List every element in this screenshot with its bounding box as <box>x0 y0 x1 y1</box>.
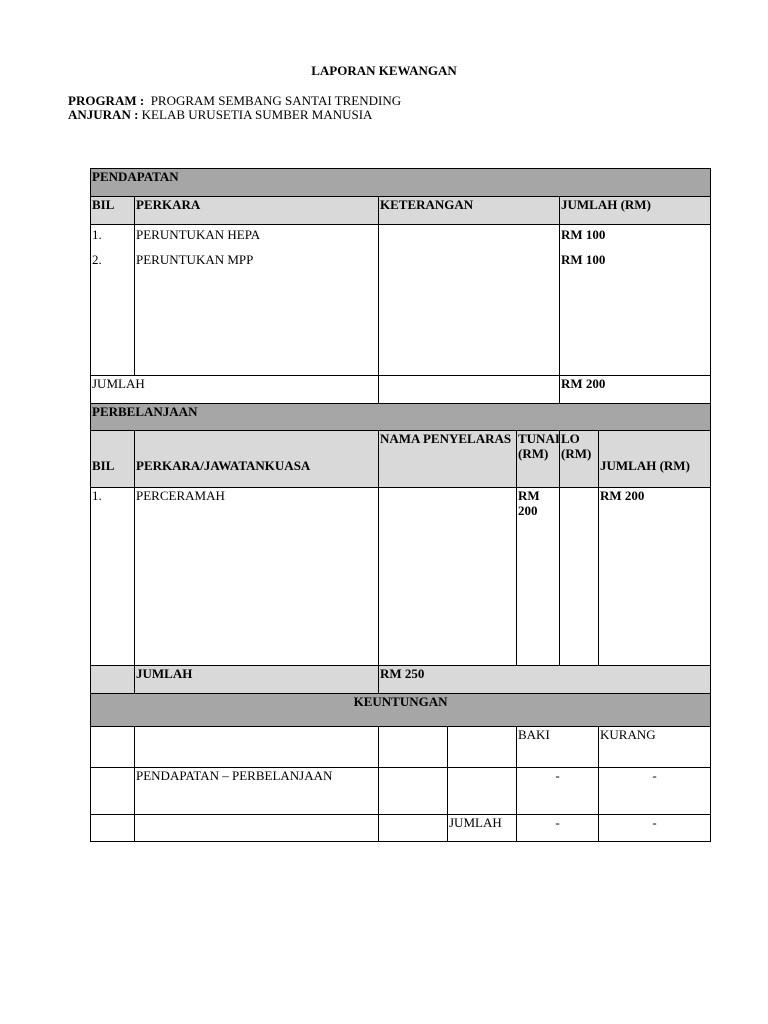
pendapatan-total-keterangan <box>379 376 560 404</box>
pendapatan-section-title: PENDAPATAN <box>91 169 711 197</box>
perbelanjaan-section-title: PERBELANJAAN <box>91 404 711 431</box>
program-line <box>68 93 401 108</box>
pendapatan-header-row <box>91 197 711 225</box>
pendapatan-header-bil: BIL <box>91 197 135 225</box>
keuntungan-row-kurang: - <box>599 768 711 815</box>
perbelanjaan-header-perkara: PERKARA/JAWATANKUASA <box>135 431 379 488</box>
keuntungan-row-baki: - <box>517 768 599 815</box>
table-row: PERUNTUKAN MPP <box>136 252 254 267</box>
keuntungan-cell <box>91 727 135 768</box>
perbelanjaan-header-jumlah: JUMLAH (RM) <box>599 431 711 488</box>
program-label: PROGRAM : <box>68 93 145 108</box>
perbelanjaan-total-row <box>91 666 711 694</box>
report-title: LAPORAN KEWANGAN <box>311 63 457 78</box>
keuntungan-cell <box>135 815 379 842</box>
keuntungan-cell <box>448 727 517 768</box>
perbelanjaan-items-row <box>91 488 711 666</box>
pendapatan-bil-cell <box>91 225 135 376</box>
perbelanjaan-section-row <box>91 404 711 431</box>
perbelanjaan-header-row <box>91 431 711 488</box>
financial-table <box>90 168 711 842</box>
perbelanjaan-perkara-cell: PERCERAMAH <box>135 488 379 666</box>
perbelanjaan-total-label: JUMLAH <box>135 666 379 694</box>
pendapatan-total-label: JUMLAH <box>91 376 379 404</box>
keuntungan-cell <box>91 815 135 842</box>
keuntungan-jumlah-baki: - <box>517 815 599 842</box>
anjuran-value: KELAB URUSETIA SUMBER MANUSIA <box>141 107 373 122</box>
pendapatan-total-row <box>91 376 711 404</box>
perbelanjaan-jumlah-cell: RM 200 <box>599 488 711 666</box>
table-row: PERUNTUKAN HEPA <box>136 227 261 242</box>
keuntungan-section-title: KEUNTUNGAN <box>91 694 711 727</box>
table-row: RM 100 <box>561 227 606 242</box>
pendapatan-jumlah-cell <box>560 225 711 376</box>
perbelanjaan-header-nama: NAMA PENYELARAS <box>379 431 517 488</box>
keuntungan-row-label: PENDAPATAN – PERBELANJAAN <box>135 768 379 815</box>
anjuran-line <box>68 107 372 122</box>
perbelanjaan-total-value: RM 250 <box>379 666 711 694</box>
pendapatan-section-row <box>91 169 711 197</box>
perbelanjaan-tunai-cell: RM 200 <box>517 488 560 666</box>
table-row: RM 100 <box>561 252 606 267</box>
perbelanjaan-nama-cell <box>379 488 517 666</box>
keuntungan-cell <box>379 727 448 768</box>
pendapatan-header-keterangan: KETERANGAN <box>379 197 560 225</box>
program-value: PROGRAM SEMBANG SANTAI TRENDING <box>150 93 402 108</box>
pendapatan-items-row <box>91 225 711 376</box>
keuntungan-cell <box>91 768 135 815</box>
keuntungan-cell <box>379 768 448 815</box>
keuntungan-calc-row <box>91 768 711 815</box>
pendapatan-keterangan-cell <box>379 225 560 376</box>
keuntungan-jumlah-kurang: - <box>599 815 711 842</box>
anjuran-label: ANJURAN : <box>68 107 139 122</box>
keuntungan-jumlah-label: JUMLAH <box>448 815 517 842</box>
perbelanjaan-header-bil: BIL <box>91 431 135 488</box>
table-row: 1. <box>92 227 102 242</box>
pendapatan-header-perkara: PERKARA <box>135 197 379 225</box>
keuntungan-cell <box>379 815 448 842</box>
perbelanjaan-total-blank <box>91 666 135 694</box>
keuntungan-cell <box>448 768 517 815</box>
pendapatan-header-jumlah: JUMLAH (RM) <box>560 197 711 225</box>
keuntungan-cell <box>135 727 379 768</box>
keuntungan-kurang-label: KURANG <box>599 727 711 768</box>
perbelanjaan-bil-cell: 1. <box>91 488 135 666</box>
perbelanjaan-lo-cell <box>560 488 599 666</box>
table-row: 2. <box>92 252 102 267</box>
pendapatan-perkara-cell <box>135 225 379 376</box>
keuntungan-jumlah-row <box>91 815 711 842</box>
keuntungan-section-row <box>91 694 711 727</box>
keuntungan-baki-label: BAKI <box>517 727 599 768</box>
keuntungan-header-row <box>91 727 711 768</box>
pendapatan-total-value: RM 200 <box>560 376 711 404</box>
perbelanjaan-header-tunai: TUNAI (RM) <box>517 431 560 488</box>
perbelanjaan-header-lo: LO (RM) <box>560 431 599 488</box>
